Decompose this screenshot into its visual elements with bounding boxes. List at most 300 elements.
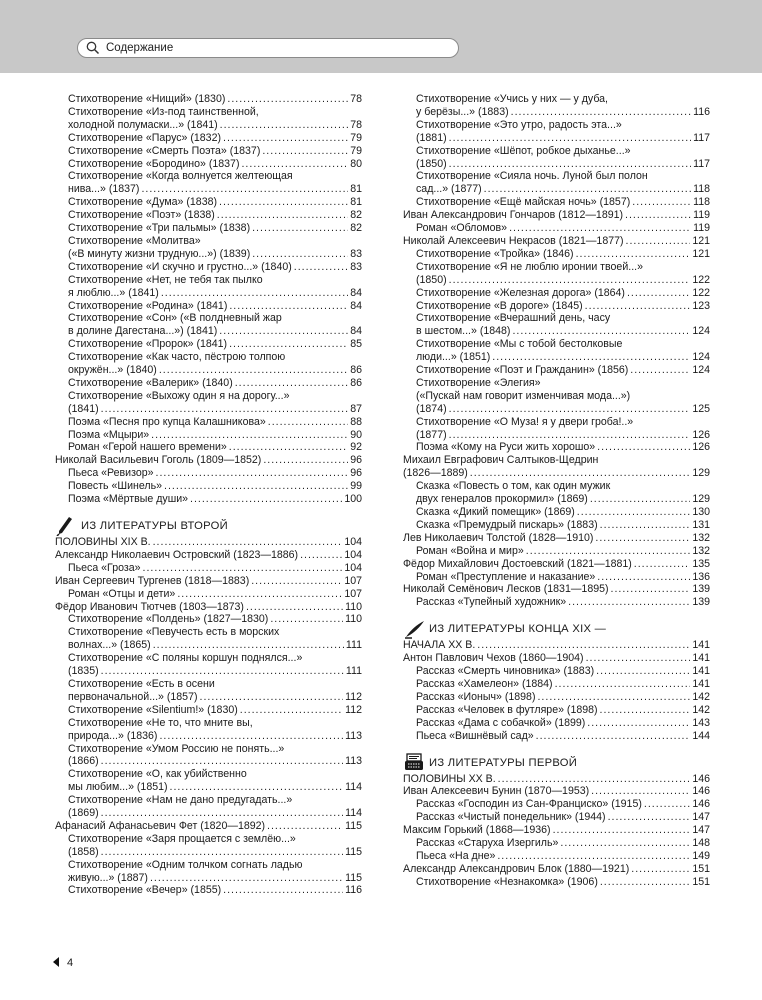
- leader-dots: [492, 351, 690, 364]
- entry-title: Стихотворение «С поляны коршун поднялся...»: [68, 652, 303, 665]
- work-entry[interactable]: [403, 429, 710, 442]
- work-entry[interactable]: [403, 665, 710, 678]
- entry-title: Рассказ «Чистый понедельник» (1944): [416, 811, 606, 824]
- work-entry[interactable]: [55, 639, 362, 652]
- entry-title: Роман «Война и мир»: [416, 544, 524, 557]
- entry-title: Стихотворение «Три пальмы» (1838): [68, 222, 251, 235]
- work-entry[interactable]: [55, 704, 362, 717]
- work-entry: [55, 859, 362, 872]
- leader-dots: [625, 209, 691, 222]
- page-ref: 130: [692, 506, 710, 518]
- author-name: Николай Васильевич Гоголь (1809—1852): [55, 454, 262, 467]
- leader-dots: [235, 377, 348, 390]
- work-entry[interactable]: [55, 325, 362, 338]
- entry-title: Стихотворение «Бородино» (1837): [68, 157, 240, 170]
- work-entry[interactable]: [55, 403, 362, 416]
- page-ref: 148: [692, 837, 710, 850]
- entry-title: Стихотворение «Я не люблю иронии твоей...»: [416, 260, 643, 273]
- entry-title: Стихотворение «Певучесть есть в морских: [68, 626, 280, 639]
- work-entry[interactable]: [403, 596, 710, 609]
- entry-title: Роман «Отцы и дети»: [68, 587, 176, 600]
- author-entry[interactable]: [403, 532, 710, 545]
- leader-dots: [190, 493, 342, 506]
- entry-title: (1835): [68, 665, 99, 678]
- page-ref: 135: [692, 557, 710, 570]
- work-entry: [55, 768, 362, 781]
- leader-dots: [268, 416, 348, 429]
- work-entry: [55, 106, 362, 119]
- leader-dots: [537, 691, 690, 704]
- leader-dots: [300, 549, 342, 562]
- entry-title: (1866): [68, 755, 99, 768]
- page-ref: 84: [350, 325, 362, 338]
- entry-title: Стихотворение «Как часто, пёстрою толпою: [68, 351, 286, 364]
- entry-title: Стихотворение «Вечер» (1855): [68, 884, 222, 897]
- page-ref: 84: [350, 286, 362, 299]
- author-entry[interactable]: [55, 601, 362, 614]
- work-entry: [403, 261, 710, 274]
- page-ref: 82: [350, 209, 362, 222]
- work-entry: [55, 652, 362, 665]
- entry-title: (1881): [416, 131, 447, 144]
- entry-title: Стихотворение «Дума» (1838): [68, 196, 218, 209]
- work-entry[interactable]: [55, 287, 362, 300]
- entry-title: Стихотворение «Одним толчком согнать ладью: [68, 858, 303, 871]
- work-entry[interactable]: [403, 351, 710, 364]
- work-entry[interactable]: [55, 807, 362, 820]
- work-entry[interactable]: [55, 588, 362, 601]
- entry-title: Сказка «Премудрый пискарь» (1883): [416, 518, 598, 531]
- page-ref: 114: [345, 807, 362, 820]
- section-heading[interactable]: [403, 753, 710, 786]
- page-ref: 85: [350, 338, 362, 351]
- work-entry: [55, 626, 362, 639]
- entry-title: Стихотворение «Родина» (1841): [68, 299, 228, 312]
- work-entry: [55, 678, 362, 691]
- author-entry[interactable]: [55, 454, 362, 467]
- entry-title: сад...» (1877): [416, 183, 482, 196]
- contents-search-field[interactable]: [77, 38, 459, 58]
- leader-dots: [200, 691, 344, 704]
- work-entry[interactable]: [55, 480, 362, 493]
- work-entry[interactable]: [403, 519, 710, 532]
- leader-dots: [449, 429, 691, 442]
- work-entry: [55, 312, 362, 325]
- leader-dots: [585, 300, 691, 313]
- leader-dots: [568, 596, 690, 609]
- work-entry[interactable]: [403, 730, 710, 743]
- page-ref: 117: [693, 131, 710, 144]
- leader-dots: [586, 652, 691, 665]
- author-entry[interactable]: [403, 209, 710, 222]
- work-entry[interactable]: [55, 562, 362, 575]
- work-entry[interactable]: [403, 441, 710, 454]
- entry-title: Пьеса «Вишнёвый сад»: [416, 729, 534, 742]
- page-ref: 146: [692, 798, 710, 811]
- entry-title: Стихотворение «Валерик» (1840): [68, 376, 233, 389]
- entry-title: Рассказ «Человек в футляре» (1898): [416, 703, 598, 716]
- work-entry: [403, 170, 710, 183]
- leader-dots: [170, 781, 344, 794]
- author-entry[interactable]: [403, 583, 710, 596]
- entry-title: в долине Дагестана...») (1841): [68, 325, 218, 338]
- entry-title: Стихотворение «И скучно и грустно...» (1840): [68, 260, 292, 273]
- leader-dots: [595, 532, 690, 545]
- page-ref: 81: [350, 183, 362, 196]
- work-entry[interactable]: [403, 717, 710, 730]
- entry-title: (1869): [68, 807, 99, 820]
- leader-dots: [630, 364, 690, 377]
- entry-title: Стихотворение «Выхожу один я на дорогу...»: [68, 389, 290, 402]
- author-name: Иван Сергеевич Тургенев (1818—1883): [55, 574, 250, 587]
- entry-title: Пьеса «На дне»: [416, 849, 496, 862]
- work-entry[interactable]: [55, 93, 362, 106]
- work-entry: [403, 416, 710, 429]
- page-ref: 83: [350, 260, 362, 273]
- author-entry[interactable]: [403, 824, 710, 837]
- page-ref: 143: [692, 716, 710, 729]
- entry-title: Стихотворение «Полдень» (1827—1830): [68, 613, 269, 626]
- work-entry[interactable]: [403, 493, 710, 506]
- entry-title: («Пускай нам говорит изменчивая мода...»): [416, 389, 631, 402]
- author-entry[interactable]: [55, 575, 362, 588]
- leader-dots: [246, 601, 343, 614]
- leader-dots: [597, 571, 690, 584]
- page-ref: 107: [344, 574, 362, 587]
- work-entry[interactable]: [55, 222, 362, 235]
- work-entry[interactable]: [403, 837, 710, 850]
- author-entry[interactable]: [55, 820, 362, 833]
- page-ref: 79: [350, 144, 362, 157]
- quill-icon: [404, 619, 426, 644]
- work-entry[interactable]: [55, 846, 362, 859]
- entry-title: Стихотворение «Железная дорога» (1864): [416, 286, 625, 299]
- work-entry[interactable]: [403, 132, 710, 145]
- page-ref: 110: [345, 613, 362, 626]
- work-entry[interactable]: [55, 196, 362, 209]
- author-name: Николай Семёнович Лесков (1831—1895): [403, 583, 609, 596]
- section-title: ИЗ ЛИТЕРАТУРЫ КОНЦА XIX —: [429, 623, 607, 636]
- work-entry[interactable]: [403, 506, 710, 519]
- page-ref: 132: [692, 544, 710, 557]
- leader-dots: [227, 93, 348, 106]
- page-ref: 131: [692, 518, 710, 531]
- entry-title: Стихотворение «Мы с тобой бестолковые: [416, 338, 623, 351]
- leader-dots: [240, 704, 343, 717]
- leader-dots: [576, 248, 691, 261]
- page-ref: 139: [692, 583, 710, 596]
- entry-title: нива...» (1837): [68, 183, 140, 196]
- work-entry: [55, 833, 362, 846]
- entry-title: Рассказ «Старуха Изергиль»: [416, 837, 559, 850]
- section-title: ИЗ ЛИТЕРАТУРЫ ПЕРВОЙ: [429, 756, 578, 769]
- entry-title: Стихотворение «Парус» (1832): [68, 131, 221, 144]
- work-entry[interactable]: [55, 429, 362, 442]
- leader-dots: [555, 678, 691, 691]
- page-ref: 151: [692, 875, 710, 888]
- typewriter-icon: [404, 753, 424, 778]
- work-entry[interactable]: [55, 467, 362, 480]
- entry-title: люди...» (1851): [416, 351, 491, 364]
- work-entry: [55, 743, 362, 756]
- work-entry[interactable]: [55, 338, 362, 351]
- page-ref: 116: [693, 105, 710, 118]
- page-ref: 132: [692, 531, 710, 544]
- section-title-line: [403, 773, 710, 786]
- author-name: Афанасий Афанасьевич Фет (1820—1892): [55, 819, 266, 832]
- leader-dots: [150, 872, 343, 885]
- page-ref: 129: [692, 467, 710, 480]
- entry-title: Пьеса «Ревизор»: [68, 467, 154, 480]
- leader-dots: [101, 755, 343, 768]
- work-entry[interactable]: [403, 300, 710, 313]
- work-entry[interactable]: [55, 300, 362, 313]
- back-arrow-icon[interactable]: [53, 957, 59, 967]
- work-entry: [55, 390, 362, 403]
- work-entry[interactable]: [403, 196, 710, 209]
- entry-title: мы любим...» (1851): [68, 781, 168, 794]
- work-entry[interactable]: [403, 158, 710, 171]
- work-entry[interactable]: [55, 145, 362, 158]
- leader-dots: [449, 274, 691, 287]
- author-name: Иван Александрович Гончаров (1812—1891): [403, 209, 624, 222]
- entry-title: Роман «Преступление и наказание»: [416, 570, 596, 583]
- leader-dots: [219, 196, 348, 209]
- work-entry[interactable]: [55, 872, 362, 885]
- author-entry[interactable]: [403, 652, 710, 665]
- leader-dots: [229, 441, 348, 454]
- work-entry[interactable]: [403, 403, 710, 416]
- page-ref: 147: [692, 824, 710, 837]
- work-entry[interactable]: [55, 248, 362, 261]
- leader-dots: [608, 811, 691, 824]
- entry-title: Стихотворение «Тройка» (1846): [416, 247, 574, 260]
- work-entry[interactable]: [55, 364, 362, 377]
- leader-dots: [177, 588, 342, 601]
- work-entry[interactable]: [55, 377, 362, 390]
- work-entry[interactable]: [403, 222, 710, 235]
- author-entry: [403, 454, 710, 467]
- author-name: (1826—1889): [403, 467, 468, 480]
- work-entry: [55, 235, 362, 248]
- work-entry[interactable]: [403, 704, 710, 717]
- work-entry[interactable]: [403, 850, 710, 863]
- section-heading[interactable]: [403, 619, 710, 652]
- page-ref: 104: [344, 548, 362, 561]
- work-entry: [403, 312, 710, 325]
- leader-dots: [512, 325, 690, 338]
- leader-dots: [600, 876, 690, 889]
- author-name: Фёдор Иванович Тютчев (1803—1873): [55, 600, 244, 613]
- entry-title: Рассказ «Тупейный художник»: [416, 596, 567, 609]
- leader-dots: [153, 639, 344, 652]
- entry-title: Стихотворение «Silentium!» (1830): [68, 703, 238, 716]
- work-entry[interactable]: [403, 364, 710, 377]
- page-ref: 146: [692, 772, 710, 785]
- page-ref: 151: [692, 862, 710, 875]
- entry-title: первоначальной...» (1857): [68, 690, 198, 703]
- entry-title: Стихотворение «Заря прощается с землёю...»: [68, 832, 296, 845]
- leader-dots: [587, 717, 690, 730]
- page-ref: 119: [693, 209, 710, 222]
- page-ref: 122: [692, 286, 710, 299]
- entry-title: (1850): [416, 273, 447, 286]
- work-entry[interactable]: [55, 416, 362, 429]
- page-ref: 124: [692, 351, 710, 364]
- entry-title: волнах...» (1865): [68, 639, 151, 652]
- leader-dots: [143, 562, 343, 575]
- work-entry[interactable]: [403, 571, 710, 584]
- page-ref: 141: [692, 677, 710, 690]
- work-entry: [55, 717, 362, 730]
- author-entry[interactable]: [403, 558, 710, 571]
- leader-dots: [449, 158, 691, 171]
- work-entry[interactable]: [403, 248, 710, 261]
- author-entry[interactable]: [403, 785, 710, 798]
- leader-dots: [159, 364, 348, 377]
- entry-title: Стихотворение «Не то, что мните вы,: [68, 716, 253, 729]
- section-heading[interactable]: [55, 516, 362, 549]
- author-name: Александр Николаевич Островский (1823—1886): [55, 548, 299, 561]
- entry-title: природа...» (1836): [68, 729, 158, 742]
- work-entry[interactable]: [403, 274, 710, 287]
- page-ref: 112: [345, 703, 362, 716]
- leader-dots: [101, 403, 349, 416]
- work-entry[interactable]: [403, 106, 710, 119]
- section-title-line: [55, 536, 362, 549]
- work-entry[interactable]: [55, 158, 362, 171]
- work-entry: [403, 390, 710, 403]
- page-ref: 115: [345, 845, 362, 858]
- leader-dots: [153, 536, 343, 549]
- entry-title: Сказка «Дикий помещик» (1869): [416, 506, 575, 518]
- page-ref: 136: [692, 570, 710, 583]
- author-name: Лев Николаевич Толстой (1828—1910): [403, 531, 594, 544]
- page-ref: 142: [692, 703, 710, 716]
- section-title: ИЗ ЛИТЕРАТУРЫ ВТОРОЙ: [81, 520, 229, 532]
- page-ref: 79: [350, 131, 362, 144]
- leader-dots: [164, 480, 348, 493]
- leader-dots: [484, 183, 691, 196]
- leader-dots: [632, 196, 691, 209]
- entry-title: холодной полумаски...» (1841): [68, 118, 218, 131]
- leader-dots: [161, 287, 348, 300]
- entry-title: Повесть «Шинель»: [68, 480, 163, 493]
- author-name: Фёдор Михайлович Достоевский (1821—1881): [403, 557, 632, 570]
- entry-title: Стихотворение «Это утро, радость эта...»: [416, 118, 622, 131]
- work-entry: [55, 794, 362, 807]
- leader-dots: [509, 222, 691, 235]
- page-ref: 121: [692, 247, 710, 260]
- page-ref: 147: [692, 811, 710, 824]
- entry-title: Стихотворение «Шёпот, робкое дыханье...»: [416, 144, 631, 157]
- toc-column-right: [403, 93, 710, 889]
- page-ref: 125: [692, 402, 710, 415]
- work-entry[interactable]: [403, 287, 710, 300]
- work-entry[interactable]: [403, 876, 710, 889]
- work-entry[interactable]: [55, 755, 362, 768]
- entry-title: (1850): [416, 157, 447, 170]
- work-entry[interactable]: [55, 183, 362, 196]
- page-ref: 82: [350, 222, 362, 235]
- page-ref: 122: [692, 273, 710, 286]
- leader-dots: [229, 338, 348, 351]
- leader-dots: [627, 287, 690, 300]
- leader-dots: [470, 467, 691, 480]
- author-entry[interactable]: [403, 863, 710, 876]
- leader-dots: [220, 119, 349, 132]
- work-entry[interactable]: [55, 209, 362, 222]
- entry-title: Стихотворение «Молитва»: [68, 234, 201, 247]
- entry-title: (1841): [68, 402, 99, 415]
- page-ref: 121: [692, 234, 710, 247]
- work-entry[interactable]: [403, 545, 710, 558]
- work-entry[interactable]: [55, 119, 362, 132]
- author-entry[interactable]: [403, 467, 710, 480]
- work-entry: [55, 351, 362, 364]
- work-entry[interactable]: [55, 613, 362, 626]
- leader-dots: [141, 183, 348, 196]
- work-entry[interactable]: [403, 325, 710, 338]
- work-entry[interactable]: [55, 261, 362, 274]
- work-entry[interactable]: [403, 798, 710, 811]
- page-ref: 149: [692, 849, 710, 862]
- page-ref: 86: [350, 376, 362, 389]
- top-bar: [0, 0, 762, 73]
- page-ref: 126: [692, 441, 710, 454]
- page-ref: 116: [345, 884, 362, 897]
- work-entry[interactable]: [55, 665, 362, 678]
- author-name: Николай Алексеевич Некрасов (1821—1877): [403, 234, 624, 247]
- page-ref: 96: [350, 467, 362, 480]
- leader-dots: [217, 209, 348, 222]
- leader-dots: [101, 846, 343, 859]
- work-entry[interactable]: [403, 811, 710, 824]
- entry-title: Стихотворение «Сон» («В полдневный жар: [68, 312, 282, 325]
- work-entry[interactable]: [55, 781, 362, 794]
- work-entry[interactable]: [55, 493, 362, 506]
- work-entry[interactable]: [55, 884, 362, 897]
- entry-title: Рассказ «Хамелеон» (1884): [416, 677, 553, 690]
- work-entry[interactable]: [403, 691, 710, 704]
- entry-title: Стихотворение «Смерть Поэта» (1837): [68, 144, 261, 157]
- work-entry[interactable]: [55, 441, 362, 454]
- entry-title: Стихотворение «Незнакомка» (1906): [416, 875, 598, 888]
- page-ref: 88: [350, 415, 362, 428]
- entry-title: (1877): [416, 428, 447, 441]
- work-entry[interactable]: [55, 691, 362, 704]
- page-ref: 124: [692, 364, 710, 377]
- entry-title: Роман «Герой нашего времени»: [68, 441, 227, 454]
- work-entry[interactable]: [55, 730, 362, 743]
- entry-title: Стихотворение «О Муза! я у двери гроба!..»: [416, 415, 634, 428]
- page-ref: 129: [692, 493, 710, 506]
- author-entry[interactable]: [55, 549, 362, 562]
- work-entry[interactable]: [403, 183, 710, 196]
- entry-title: Стихотворение «Поэт и Гражданин» (1856): [416, 364, 629, 377]
- page-ref: 141: [692, 665, 710, 678]
- entry-title: («В минуту жизни трудную...») (1839): [68, 247, 251, 260]
- entry-title: Стихотворение «О, как убийственно: [68, 768, 247, 781]
- author-entry[interactable]: [403, 235, 710, 248]
- page-ref: 124: [692, 325, 710, 338]
- work-entry[interactable]: [403, 678, 710, 691]
- leader-dots: [577, 506, 691, 519]
- work-entry[interactable]: [55, 132, 362, 145]
- page-ref: 114: [345, 781, 362, 794]
- section-title-cont: ПОЛОВИНЫ XIX В.: [55, 536, 151, 548]
- leader-dots: [223, 884, 343, 897]
